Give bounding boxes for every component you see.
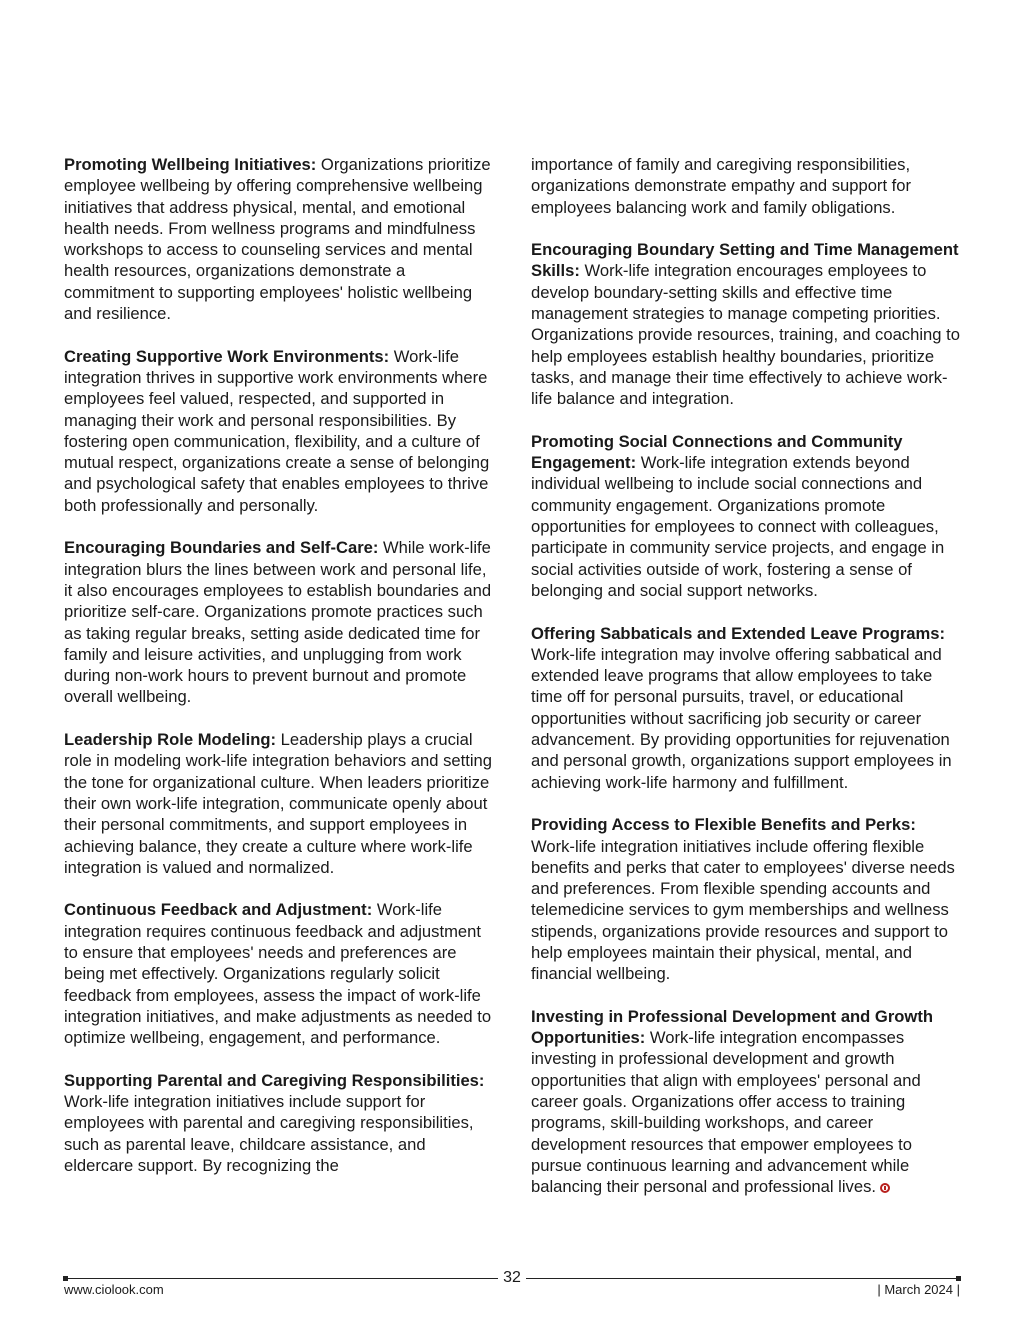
paragraph-social-connections: [531, 431, 963, 601]
paragraph-continuation: [531, 154, 963, 218]
paragraph-promoting-wellbeing: [64, 154, 496, 324]
paragraph-heading: Promoting Social Connections and Community Engagement:: [531, 431, 903, 473]
paragraph-body: Work-life integration initiatives include support for employees with parental and caregiving responsibilities, such as parental leave, childcare assistance, and eldercare support. By recognizing the: [64, 1092, 474, 1175]
footer-rule-left: [64, 1278, 498, 1279]
paragraph-heading: Promoting Wellbeing Initiatives:: [64, 155, 317, 174]
paragraph-body: Leadership plays a crucial role in modeling work-life integration behaviors and setting the tone for organizational culture. When leaders prioritize their own work-life integration, communicate openly about their personal commitments, and support employees in achieving balance, they create a culture where work-life integration is valued and normalized.: [64, 730, 492, 877]
footer-rule-right: [526, 1278, 960, 1279]
paragraph-parental-caregiving: [64, 1070, 496, 1176]
paragraph-body: Work-life integration initiatives include offering flexible benefits and perks that cater to employees' diverse needs and preferences. From flexible spending accounts and telemedicine services to gym memberships and wellness stipends, organizations provide resources and support to help employees maintain their physical, mental, and financial wellbeing.: [531, 836, 955, 984]
paragraph-heading: Encouraging Boundary Setting and Time Management Skills:: [531, 240, 959, 281]
paragraph-heading: Investing in Professional Development and Growth Opportunities:: [531, 1006, 934, 1048]
left-column: [64, 154, 496, 1198]
paragraph-boundary-time-management: [531, 239, 963, 409]
paragraph-heading: Leadership Role Modeling:: [64, 730, 277, 750]
paragraph-body: importance of family and caregiving responsibilities, organizations demonstrate empathy and support for employees balancing work and family obligations.: [531, 155, 912, 217]
paragraph-professional-development: [531, 1006, 963, 1198]
paragraph-body: Work-life integration extends beyond individual wellbeing to include social connections and community engagement. Organizations promote opportunities for employees to connect with colleagues, participate in community service projects, and engage in social activities outside of work, fostering a sense of belonging and social support networks.: [531, 453, 945, 600]
paragraph-heading: Offering Sabbaticals and Extended Leave Programs:: [531, 623, 946, 643]
paragraph-body: Work-life integration encompasses investing in professional development and growth opportunities that align with employees' personal and career goals. Organizations offer access to training programs, skill-building workshops, and career development resources that empower employees to pursue continuous learning and advancement while balancing their personal and professional lives.: [531, 1028, 921, 1197]
paragraph-leadership-role-modeling: [64, 729, 496, 878]
paragraph-heading: Continuous Feedback and Adjustment:: [64, 900, 373, 920]
paragraph-boundaries-self-care: [64, 537, 496, 707]
paragraph-heading: Creating Supportive Work Environments:: [64, 346, 390, 366]
paragraph-heading: Supporting Parental and Caregiving Responsibilities:: [64, 1070, 485, 1090]
paragraph-body: While work-life integration blurs the lines between work and personal life, it also encourages employees to establish boundaries and prioritize self-care. Organizations promote practices such as taking regular breaks, setting aside dedicated time for family and leisure activities, and unplugging from work during non-work hours to prevent burnout and promote overall wellbeing.: [64, 538, 492, 707]
footer-date: | March 2024 |: [877, 1282, 960, 1297]
paragraph-sabbaticals: [531, 623, 963, 793]
end-of-article-icon: [880, 1183, 890, 1193]
paragraph-supportive-environments: [64, 346, 496, 516]
paragraph-body: Work-life integration requires continuous feedback and adjustment to ensure that employees' needs and preferences are being met effectively. Organizations regularly solicit feedback from employees, assess the impact of work-life integration initiatives, and make adjustments as needed to optimize wellbeing, engagement, and performance.: [64, 900, 492, 1048]
paragraph-body: Work-life integration thrives in supportive work environments where employees feel valued, respected, and supported in managing their work and personal responsibilities. By fostering open communication, flexibility, and a culture of mutual respect, organizations create a sense of belonging and psychological safety that enables employees to thrive both professionally and personally.: [64, 346, 490, 515]
paragraph-body: Organizations prioritize employee wellbeing by offering comprehensive wellbeing initiatives that address physical, mental, and emotional health needs. From wellness programs and mindfulness workshops to access to counseling services and mental health resources, organizations demonstrate a commitment to supporting employees' holistic wellbeing and resilience.: [64, 155, 491, 324]
footer-rule-endpoint: [956, 1276, 961, 1281]
right-column: [531, 154, 963, 1219]
paragraph-heading: Providing Access to Flexible Benefits and Perks:: [531, 815, 916, 835]
paragraph-heading: Encouraging Boundaries and Self-Care:: [64, 538, 379, 558]
paragraph-flexible-benefits: [531, 814, 963, 984]
paragraph-continuous-feedback: [64, 899, 496, 1048]
footer-website: www.ciolook.com: [64, 1282, 164, 1297]
page-footer: [64, 1268, 960, 1308]
paragraph-body: Work-life integration encourages employees to develop boundary-setting skills and effective time management strategies to manage competing priorities. Organizations provide resources, training, and coaching to help employees establish healthy boundaries, prioritize tasks, and manage their time effectively to achieve work-life balance and integration.: [531, 261, 960, 409]
paragraph-body: Work-life integration may involve offering sabbatical and extended leave programs that allow employees to take time off for personal pursuits, travel, or educational opportunities without sacrificing job security or career advancement. By providing opportunities for rejuvenation and personal growth, organizations support employees in achieving work-life harmony and fulfillment.: [531, 644, 952, 792]
page-number: 32: [503, 1269, 521, 1286]
